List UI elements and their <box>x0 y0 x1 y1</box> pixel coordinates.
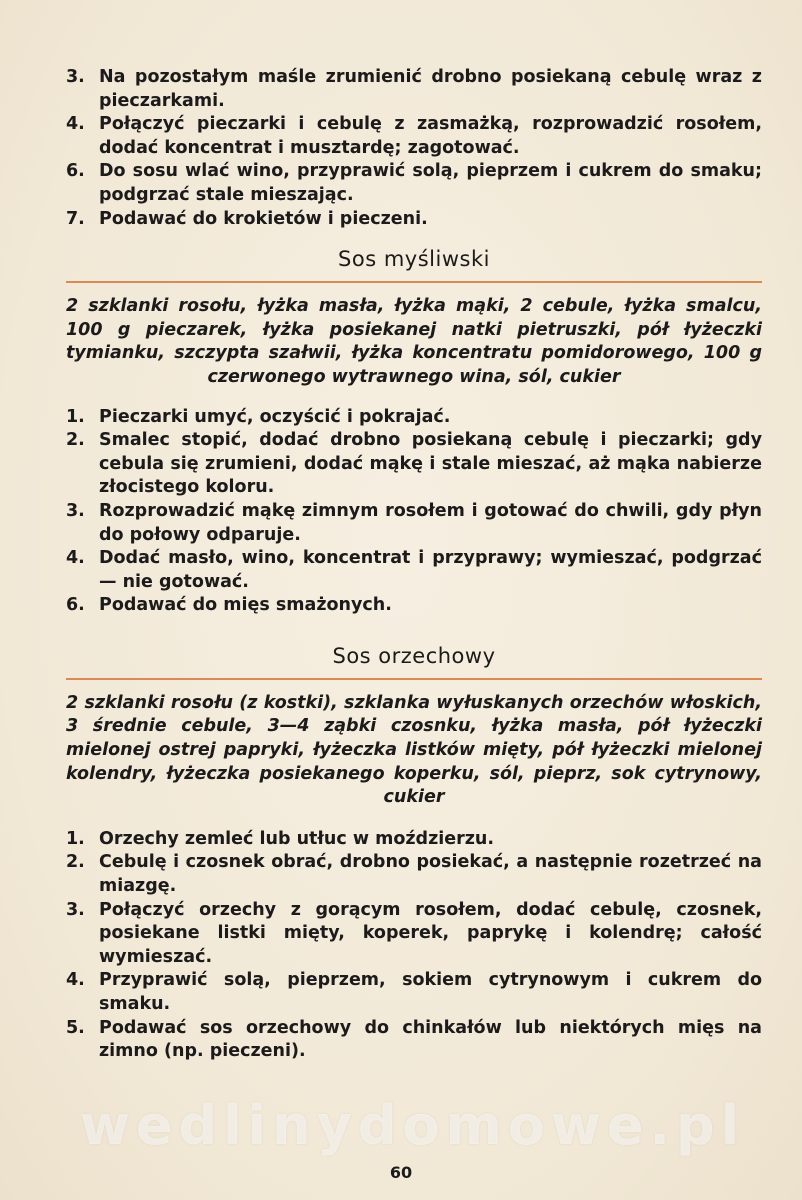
step-text: Cebulę i czosnek obrać, drobno posiekać, a następnie rozetrzeć na miazgę. <box>99 852 762 897</box>
step-number: 2. <box>66 852 85 873</box>
step-text: Orzechy zemleć lub utłuc w moździerzu. <box>99 828 495 849</box>
step-number: 4. <box>66 548 85 569</box>
section-divider <box>66 281 762 283</box>
step-text: Połączyć orzechy z gorącym rosołem, dodać cebulę, czosnek, posiekane listki mięty, koperek, paprykę i kolendrę; całość wymieszać. <box>99 899 762 967</box>
list-item <box>66 547 762 594</box>
step-text: Podawać do mięs smażonych. <box>99 595 392 616</box>
step-text: Podawać do krokietów i pieczeni. <box>99 208 428 229</box>
step-text: Do sosu wlać wino, przyprawić solą, pieprzem i cukrem do smaku; podgrzać stale mieszając. <box>99 161 762 205</box>
step-number: 5. <box>66 1017 85 1038</box>
list-item <box>66 208 762 232</box>
ingredients-sos-mysliwski: 2 szklanki rosołu, łyżka masła, łyżka mąki, 2 cebule, łyżka smalcu, 100 g pieczarek, łyżka posiekanej natki pietruszki, pół łyżeczki tymianku, szczypta szałwii, łyżka koncentratu pomidorowego, 100 g czerwonego wytrawnego wina, sól, cukier <box>66 296 762 387</box>
step-text: Połączyć pieczarki i cebulę z zasmażką, rozprowadzić rosołem, dodać koncentrat i musztardę; zagotować. <box>99 114 762 158</box>
page-column <box>66 66 762 1064</box>
list-item <box>66 969 762 1016</box>
step-text: Podawać sos orzechowy do chinkałów lub niektórych mięs na zimno (np. pieczeni). <box>99 1017 762 1062</box>
steps-sos-mysliwski <box>66 406 762 618</box>
step-text: Dodać masło, wino, koncentrat i przyprawy; wymieszać, podgrzać — nie gotować. <box>99 548 762 592</box>
list-item <box>66 1017 762 1064</box>
list-item <box>66 160 762 207</box>
step-number: 4. <box>66 114 85 135</box>
step-number: 6. <box>66 595 85 616</box>
list-item <box>66 594 762 618</box>
top-steps-list <box>66 66 762 231</box>
list-item <box>66 113 762 160</box>
section-divider <box>66 678 762 680</box>
watermark: wedlinydomowe.pl <box>80 1094 746 1157</box>
step-text: Pieczarki umyć, oczyścić i pokrajać. <box>99 406 451 427</box>
list-item <box>66 406 762 430</box>
step-number: 3. <box>66 500 85 521</box>
step-number: 2. <box>66 430 85 451</box>
step-text: Smalec stopić, dodać drobno posiekaną cebulę i pieczarki; gdy cebula się zrumieni, dodać mąkę i stale mieszać, aż mąka nabierze złocistego koloru. <box>99 430 762 498</box>
list-item <box>66 899 762 970</box>
step-text: Przyprawić solą, pieprzem, sokiem cytrynowym i cukrem do smaku. <box>99 970 762 1014</box>
list-item <box>66 66 762 113</box>
step-number: 6. <box>66 161 85 182</box>
list-item <box>66 500 762 547</box>
step-text: Rozprowadzić mąkę zimnym rosołem i gotować do chwili, gdy płyn do połowy odparuje. <box>99 500 762 545</box>
section-title-sos-orzechowy: Sos orzechowy <box>332 643 496 668</box>
step-number: 3. <box>66 67 85 87</box>
step-number: 3. <box>66 899 85 920</box>
step-number: 1. <box>66 406 85 427</box>
list-item <box>66 429 762 500</box>
step-text: Na pozostałym maśle zrumienić drobno posiekaną cebulę wraz z pieczarkami. <box>99 67 762 111</box>
steps-sos-orzechowy <box>66 828 762 1064</box>
step-number: 4. <box>66 970 85 991</box>
list-item <box>66 828 762 852</box>
step-number: 1. <box>66 828 85 849</box>
list-item <box>66 851 762 898</box>
ingredients-sos-orzechowy: 2 szklanki rosołu (z kostki), szklanka wyłuskanych orzechów włoskich, 3 średnie cebule, 3—4 ząbki czosnku, łyżka masła, pół łyżeczki mielonej ostrej papryki, łyżeczka listków mięty, pół łyżeczki mielonej kolendry, łyżeczka posiekanego koperku, sól, pieprz, sok cytrynowy, cukier <box>66 692 762 808</box>
section-title-sos-mysliwski: Sos myśliwski <box>338 247 490 272</box>
page-number: 60 <box>389 1163 413 1182</box>
step-number: 7. <box>66 208 85 229</box>
